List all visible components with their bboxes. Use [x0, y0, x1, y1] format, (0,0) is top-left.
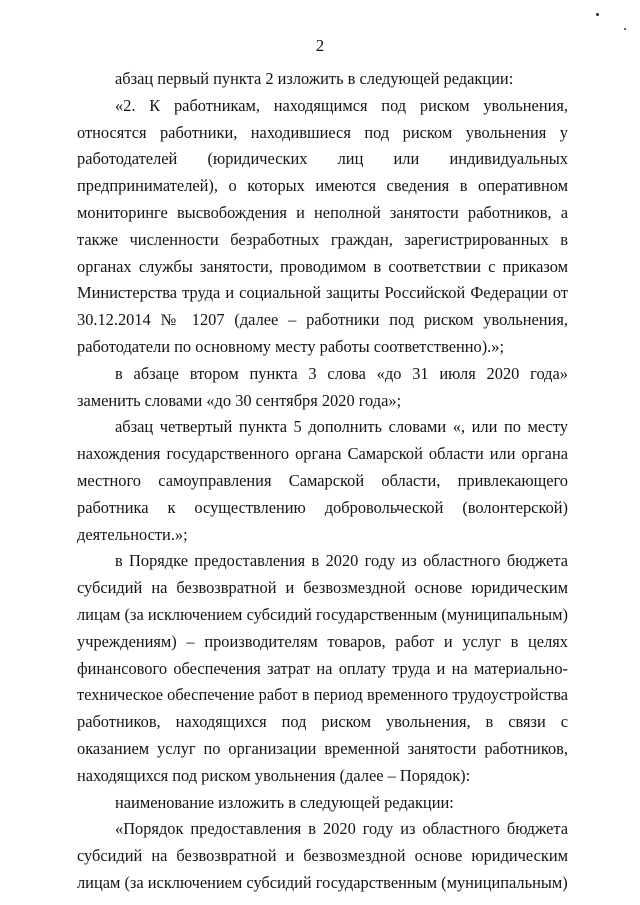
paragraph-4: абзац четвертый пункта 5 дополнить словами «, или по месту нахождения государственного органа Самарской области или органа местного самоуправления Самарской области, привлекающего работника к осуществлению добровольческой (волонтерской) деятельности.»;	[77, 417, 568, 544]
document-body	[77, 66, 568, 897]
paragraph-1: абзац первый пункта 2 изложить в следующей редакции:	[115, 69, 514, 88]
paragraph-6: наименование изложить в следующей редакции:	[115, 792, 454, 812]
paragraph-5: в Порядке предоставления в 2020 году из областного бюджета субсидий на безвозвратной и безвозмездной основе юридическим лицам (за исключением субсидий государственным (муниципальным) учреждениям) – производителям товаров, работ и услуг в целях финансового обеспечения затрат на оплату труда и на материально-техническое обеспечение работ в период временного трудоустройства работников, находящихся под риском увольнения, в связи с оказанием услуг по организации временной занятости работников, находящихся под риском увольнения (далее – Порядок):	[77, 551, 568, 785]
page-number: 2	[315, 36, 325, 55]
scan-artifact-dot	[596, 13, 599, 16]
scan-artifact-dot	[624, 28, 626, 30]
paragraph-3: в абзаце втором пункта 3 слова «до 31 июля 2020 года» заменить словами «до 30 сентября 2020 года»;	[77, 363, 568, 410]
paragraph-2: «2. К работникам, находящимся под риском увольнения, относятся работники, находившиеся под риском увольнения у работодателей (юридических лиц или индивидуальных предпринимателей), о которых имеются сведения в оперативном мониторинге высвобождения и неполной занятости работников, а также численности безработных граждан, зарегистрированных в органах службы занятости, проводимом в соответствии с приказом Министерства труда и социальной защиты Российской Федерации от 30.12.2014 № 1207 (далее – работники под риском увольнения, работодатели по основному месту работы соответственно).»;	[77, 95, 568, 356]
paragraph-7: «Порядок предоставления в 2020 году из областного бюджета субсидий на безвозвратной и безвозмездной основе юридическим лицам (за исключением субсидий государственным (муниципальным)	[77, 819, 568, 892]
